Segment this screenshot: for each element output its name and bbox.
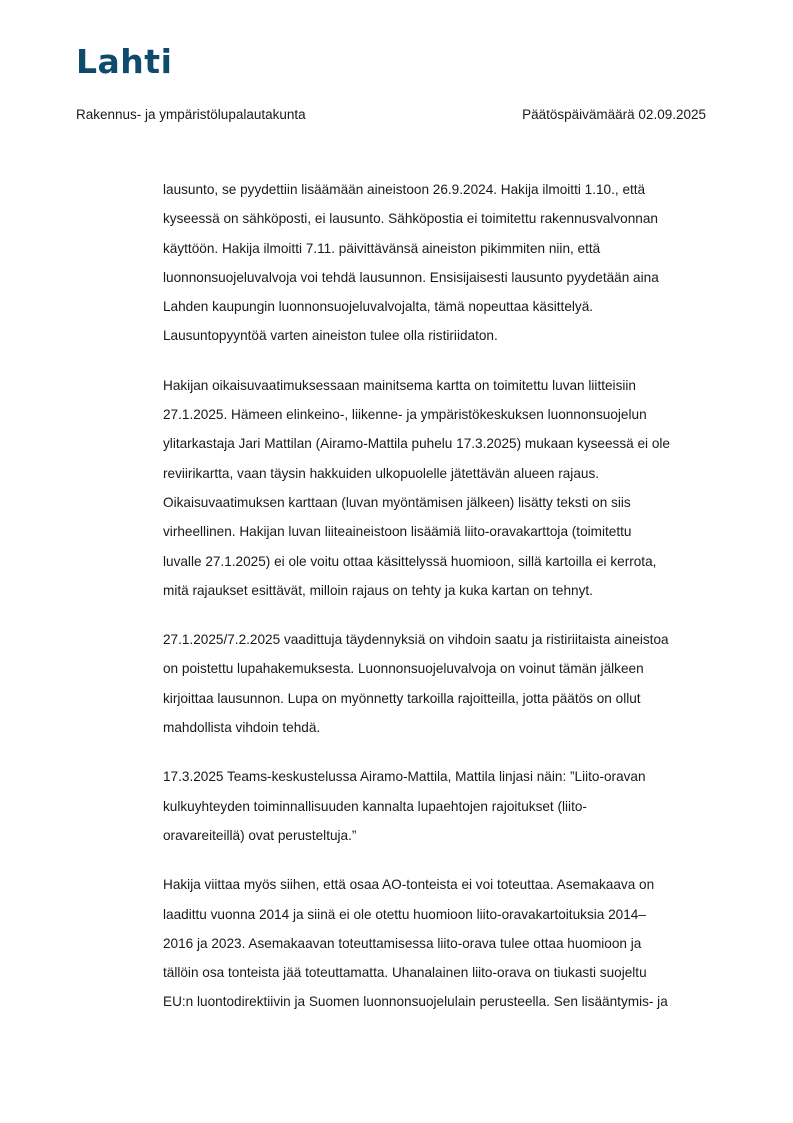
text-line: 17.3.2025 Teams-keskustelussa Airamo-Mattila, Mattila linjasi näin: ”Liito-oravan (163, 769, 646, 785)
text-line: Hakijan oikaisuvaatimuksessaan mainitsema kartta on toimitettu luvan liitteisiin (163, 377, 636, 393)
text-line: EU:n luontodirektiivin ja Suomen luonnonsuojelulain perusteella. Sen lisääntymis- ja (163, 994, 668, 1010)
text-line: tällöin osa tonteista jää toteuttamatta. Uhanalainen liito-orava on tiukasti suojeltu (163, 965, 647, 981)
text-line: ylitarkastaja Jari Mattilan (Airamo-Mattila puhelu 17.3.2025) mukaan kyseessä ei ole (163, 436, 670, 452)
paragraph (163, 625, 723, 742)
text-line: 27.1.2025. Hämeen elinkeino-, liikenne- ja ympäristökeskuksen luonnonsuojelun (163, 407, 647, 423)
text-line: virheellinen. Hakijan luvan liiteaineistoon lisäämiä liito-oravakarttoja (toimitettu (163, 524, 632, 540)
document-body (163, 175, 723, 1037)
text-line: 27.1.2025/7.2.2025 vaadittuja täydennyksiä on vihdoin saatu ja ristiriitaista aineistoa (163, 632, 669, 648)
text-line: Lausuntopyyntöä varten aineiston tulee olla ristiriidaton. (163, 328, 498, 344)
decision-date: Päätöspäivämäärä 02.09.2025 (522, 107, 706, 122)
text-line: Oikaisuvaatimuksen karttaan (luvan myöntämisen jälkeen) lisätty teksti on siis (163, 494, 631, 510)
paragraph (163, 371, 723, 605)
text-line: 2016 ja 2023. Asemakaavan toteuttamisessa liito-orava tulee ottaa huomioon ja (163, 935, 642, 951)
text-line: on poistettu lupahakemuksesta. Luonnonsuojeluvalvoja on voinut tämän jälkeen (163, 661, 644, 677)
text-line: luonnonsuojeluvalvoja voi tehdä lausunnon. Ensisijaisesti lausunto pyydetään aina (163, 269, 659, 285)
text-line: reviirikartta, vaan täysin hakkuiden ulkopuolelle jätettävän alueen rajaus. (163, 465, 600, 481)
text-line: kulkuyhteyden toiminnallisuuden kannalta lupaehtojen rajoitukset (liito- (163, 798, 587, 814)
text-line: kirjoittaa lausunnon. Lupa on myönnetty tarkoilla rajoitteilla, jotta päätös on ollut (163, 690, 641, 706)
paragraph (163, 762, 723, 850)
text-line: kyseessä on sähköposti, ei lausunto. Sähköpostia ei toimitettu rakennusvalvonnan (163, 211, 658, 227)
text-line: mitä rajaukset esittävät, milloin rajaus on tehty ja kuka kartan on tehnyt. (163, 582, 593, 598)
committee-name: Rakennus- ja ympäristölupalautakunta (76, 107, 306, 122)
paragraph (163, 175, 723, 351)
text-line: Lahden kaupungin luonnonsuojeluvalvojalta, tämä nopeuttaa käsittelyä. (163, 299, 594, 315)
text-line: mahdollista vihdoin tehdä. (163, 720, 321, 736)
text-line: käyttöön. Hakija ilmoitti 7.11. päivittävänsä aineiston pikimmiten niin, että (163, 240, 601, 256)
text-line: luvalle 27.1.2025) ei ole voitu ottaa käsittelyssä huomioon, sillä kartoilla ei kerrota, (163, 553, 657, 569)
text-line: laadittu vuonna 2014 ja siinä ei ole otettu huomioon liito-oravakartoituksia 2014– (163, 906, 646, 922)
text-line: lausunto, se pyydettiin lisäämään aineistoon 26.9.2024. Hakija ilmoitti 1.10., että (163, 182, 646, 197)
lahti-logo: Lahti (76, 42, 173, 81)
text-line: Hakija viittaa myös siihen, että osaa AO-tonteista ei voi toteuttaa. Asemakaava on (163, 877, 655, 893)
text-line: oravareiteillä) ovat perusteltuja.” (163, 827, 357, 843)
paragraph (163, 870, 723, 1016)
